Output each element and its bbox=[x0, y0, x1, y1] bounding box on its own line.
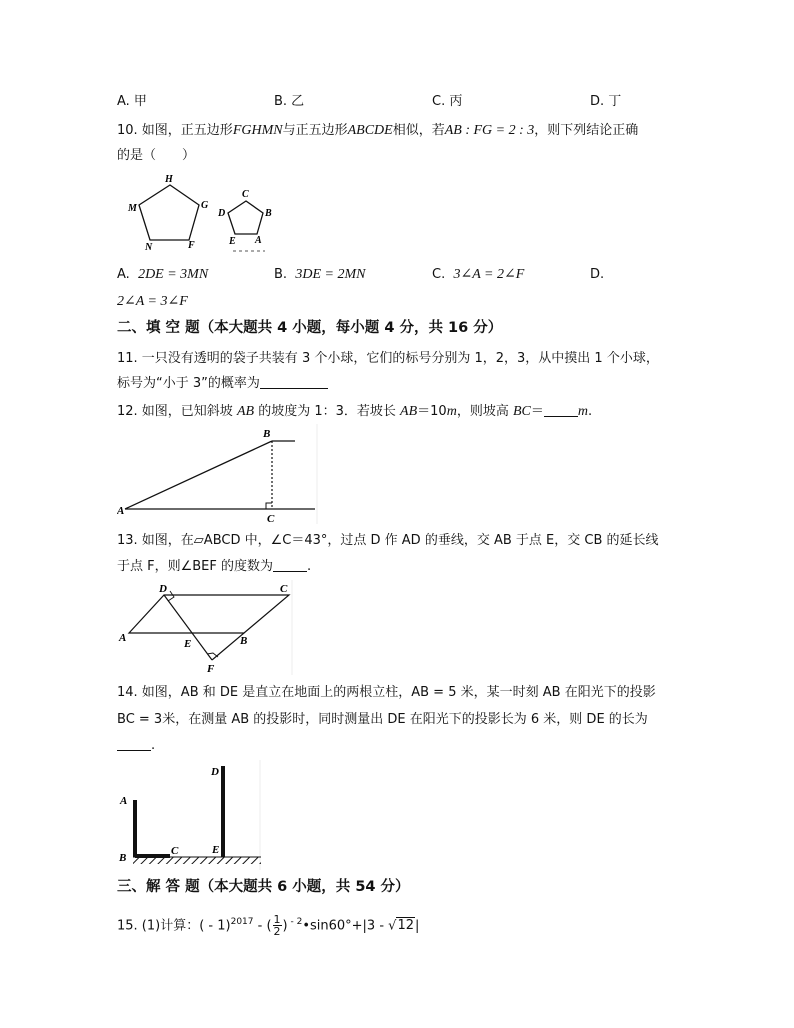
label-b: B bbox=[265, 208, 272, 219]
label-b: B bbox=[119, 852, 127, 864]
question-15-expression: 15. (1)计算：( - 1)$^{2017}$ - ( $\frac{1}{2}$ ) $^{- 2}$•sin60°+|3 - √12| bbox=[117, 913, 420, 939]
label-c: C bbox=[171, 845, 179, 857]
question-14-line2: BC = 3米，在测量 AB 的投影时，同时测量出 DE 在阳光下的投影长为 6 米，则 DE 的长为 bbox=[117, 712, 648, 727]
slope-ab bbox=[125, 441, 272, 509]
label-c: C bbox=[242, 189, 249, 200]
poles-figure bbox=[117, 760, 267, 870]
label-e: E bbox=[212, 844, 220, 856]
label-b: B bbox=[240, 635, 248, 647]
label-a: A bbox=[255, 235, 262, 246]
parallelogram-figure bbox=[117, 580, 297, 675]
ground-hatch bbox=[133, 857, 261, 864]
label-e: E bbox=[184, 638, 192, 650]
label-b: B bbox=[263, 428, 271, 440]
question-11-line2: 标号为“小于 3”的概率为 bbox=[117, 375, 328, 393]
label-e: E bbox=[229, 236, 236, 247]
ratio: AB : FG = 2 : 3 bbox=[444, 123, 535, 138]
pentagon-name-1: FGHMN bbox=[232, 123, 283, 138]
option-c: C. 丙 bbox=[432, 94, 463, 109]
line-df bbox=[164, 595, 212, 660]
q10-option-c: C. 3∠A = 2∠F bbox=[432, 267, 525, 282]
right-angle-mark-d bbox=[168, 591, 174, 601]
answer-blank bbox=[544, 416, 578, 417]
question-11-line1: 11. 一只没有透明的袋子共装有 3 个小球，它们的标号分别为 1，2，3，从中摸出 1 个小球， bbox=[117, 351, 659, 366]
pentagon-abcde bbox=[228, 201, 263, 234]
label-c: C bbox=[267, 513, 275, 524]
question-10-stem: 10. 如图，正五边形FGHMN与正五边形ABCDE相似，若AB : FG = 2 : 3，则下列结论正确 bbox=[117, 123, 639, 138]
q10-option-d-label: D. bbox=[590, 267, 605, 282]
parallelogram-abcd bbox=[129, 595, 289, 633]
label-d: D bbox=[211, 766, 219, 778]
label-g: G bbox=[201, 200, 209, 211]
option-a: A. 甲 bbox=[117, 94, 147, 109]
question-13-line1: 13. 如图，在▱ABCD 中，∠C＝43°，过点 D 作 AD 的垂线，交 AB 于点 E，交 CB 的延长线 bbox=[117, 533, 659, 548]
label-c: C bbox=[280, 583, 288, 595]
label-a: A bbox=[120, 795, 128, 807]
question-14-line1: 14. 如图，AB 和 DE 是直立在地面上的两根立柱，AB = 5 米，某一时刻 AB 在阳光下的投影 bbox=[117, 685, 656, 700]
q10-option-a: A. 2DE = 3MN bbox=[117, 267, 209, 282]
option-b: B. 乙 bbox=[274, 94, 305, 109]
question-13-line2: 于点 F，则∠BEF 的度数为 . bbox=[117, 559, 312, 574]
question-12-stem: 12. 如图，已知斜坡 AB 的坡度为 1：3．若坡长 AB＝10m，则坡高 BC＝ m. bbox=[117, 404, 593, 419]
label-h: H bbox=[165, 174, 173, 185]
section-3-title: 三、解 答 题（本大题共 6 小题，共 54 分） bbox=[117, 879, 410, 895]
right-angle-mark bbox=[266, 503, 272, 509]
label-n: N bbox=[145, 242, 153, 253]
option-d: D. 丁 bbox=[590, 94, 622, 109]
pentagon-name-2: ABCDE bbox=[347, 123, 393, 138]
label-a: A bbox=[119, 632, 127, 644]
answer-blank bbox=[273, 571, 307, 572]
slope-figure bbox=[117, 424, 322, 524]
answer-blank bbox=[260, 388, 328, 389]
label-f: F bbox=[207, 663, 215, 675]
question-10-stem-line2: 的是（ ） bbox=[117, 148, 196, 163]
pentagon-fghmn bbox=[139, 185, 199, 240]
label-d: D bbox=[218, 208, 226, 219]
sqrt-radicand: 12 bbox=[397, 918, 414, 934]
label-f: F bbox=[188, 240, 195, 251]
label-d: D bbox=[159, 583, 167, 595]
pentagons-figure bbox=[117, 168, 287, 258]
label-m: M bbox=[128, 203, 137, 214]
answer-blank bbox=[117, 750, 151, 751]
section-2-title: 二、填 空 题（本大题共 4 小题，每小题 4 分，共 16 分） bbox=[117, 320, 503, 336]
question-14-line3: . bbox=[117, 737, 155, 755]
q10-option-d: 2∠A = 3∠F bbox=[117, 294, 188, 309]
q10-option-b: B. 3DE = 2MN bbox=[274, 267, 366, 282]
fraction: $\frac{1}{2}$ bbox=[273, 913, 281, 939]
label-a: A bbox=[117, 505, 125, 517]
